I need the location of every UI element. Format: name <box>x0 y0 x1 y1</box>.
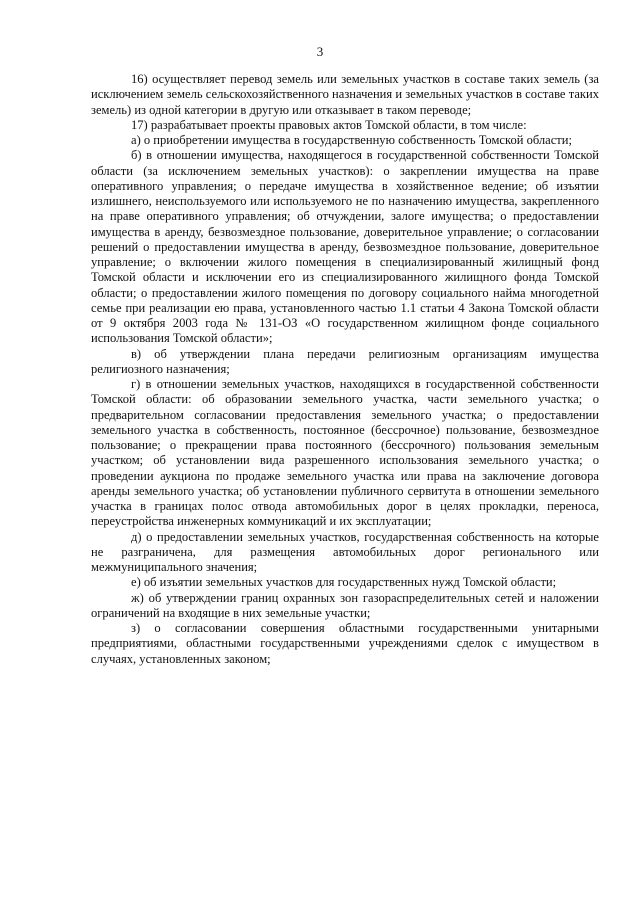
subparagraph-e: е) об изъятии земельных участков для государственных нужд Томской области; <box>131 575 557 590</box>
subparagraph-g: г) в отношении земельных участков, находящихся в государственной собственности Томской области: об образовании земельного участка, части земельного участка; о предварительном согласовании предоставления земельного участка; о предоставлении земельного участка в собственность, постоянное (бессрочное) пользование, безвозмездное пользование; о прекращении права постоянного (бессрочного) пользования земельным участком; об установлении вида разрешенного использования земельного участка; о проведении аукциона по продаже земельного участка или права на заключение договора аренды земельного участка; об установлении публичного сервитута в отношении земельного участка в границах полос отвода автомобильных дорог в целях прокладки, переноса, переустройства инженерных коммуникаций и их эксплуатации; <box>91 377 599 529</box>
paragraph-16: 16) осуществляет перевод земель или земельных участков в составе таких земель (за исключением земель сельскохозяйственного назначения и земельных участков в составе таких земель) из одной категории в другую или отказывает в таком переводе; <box>91 72 599 117</box>
subparagraph-b: б) в отношении имущества, находящегося в государственной собственности Томской области (за исключением земельных участков): о закреплении имущества на праве оперативного управления; о передаче имущества в хозяйственное ведение; об изъятии излишнего, неиспользуемого или используемого не по назначению имущества, закрепленного на праве оперативного управления; об отчуждении, залоге имущества; о предоставлении имущества в аренду, безвозмездное пользование, доверительное управление; о согласовании решений о предоставлении имущества в аренду, безвозмездное пользование, доверительное управление; о включении жилого помещения в специализированный жилищный фонд Томской области и исключении его из специализированного жилищного фонда Томской области; о предоставлении жилого помещения по договору социального найма многодетной семье при реализации ею права, установленного частью 1.1 статьи 4 Закона Томской области от 9 октября 2003 года № 131-ОЗ «О государственном жилищном фонде социального использования Томской области»; <box>91 148 599 346</box>
paragraph-17: 17) разрабатывает проекты правовых актов Томской области, в том числе: <box>131 117 527 132</box>
document-body <box>91 72 599 667</box>
page-number: 3 <box>316 44 324 59</box>
subparagraph-zh: ж) об утверждении границ охранных зон газораспределительных сетей и наложении ограничений на входящие в них земельные участки; <box>91 590 599 620</box>
subparagraph-v: в) об утверждении плана передачи религиозным организациям имущества религиозного назначения; <box>91 346 599 376</box>
subparagraph-d: д) о предоставлении земельных участков, государственная собственность на которые не разграничена, для размещения автомобильных дорог регионального или межмуниципального значения; <box>91 529 599 574</box>
subparagraph-a: а) о приобретении имущества в государственную собственность Томской области; <box>131 133 572 147</box>
subparagraph-z: з) о согласовании совершения областными государственными унитарными предприятиями, областными государственными учреждениями сделок с имуществом в случаях, установленных законом; <box>91 621 599 666</box>
